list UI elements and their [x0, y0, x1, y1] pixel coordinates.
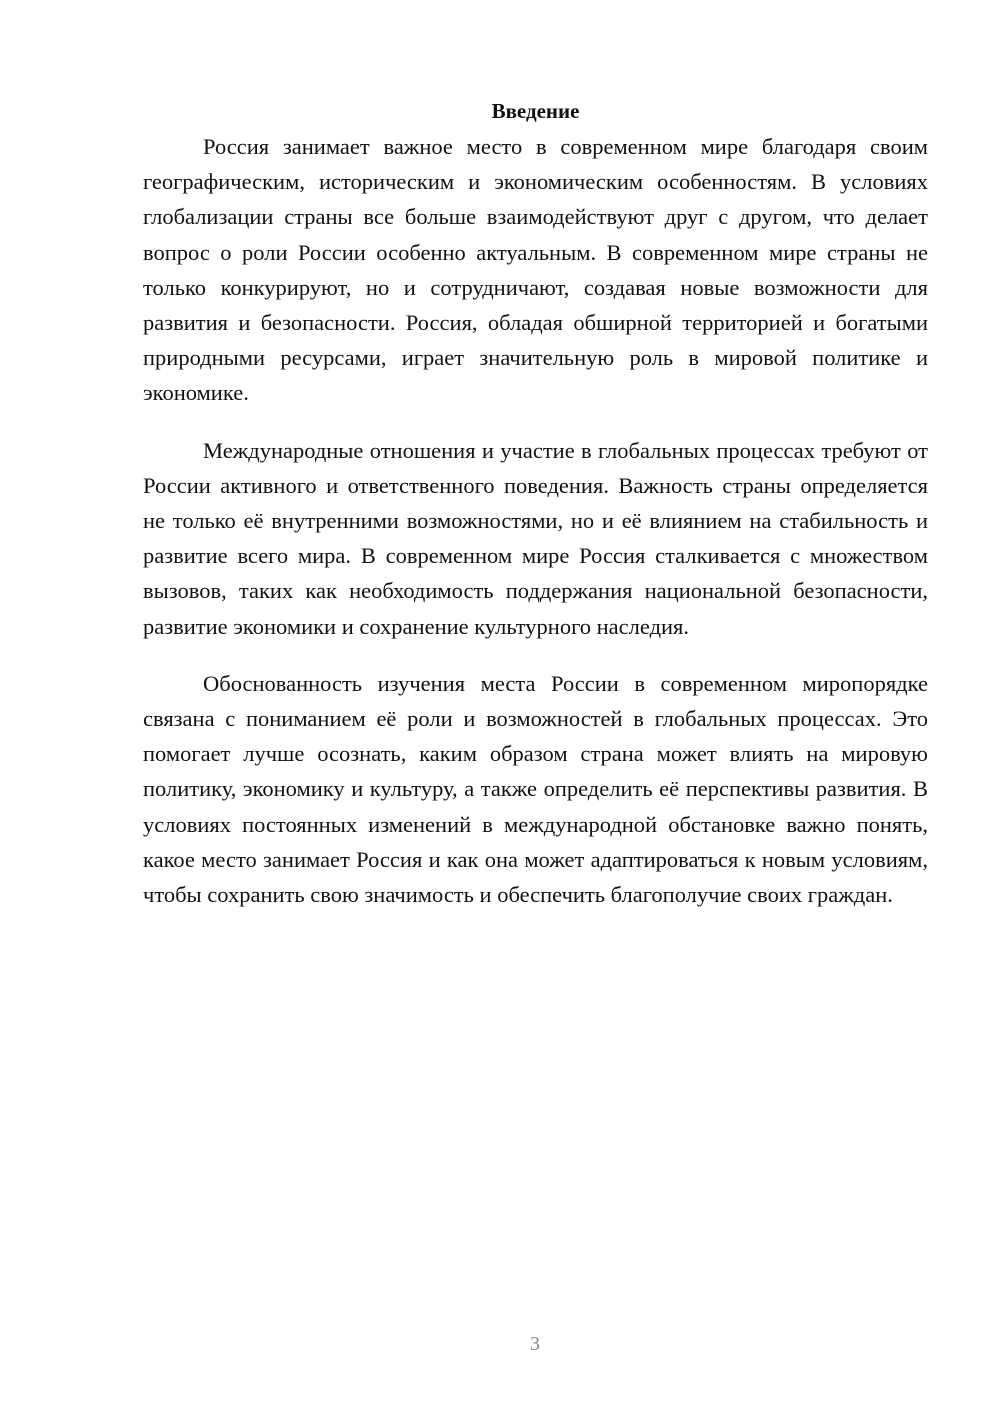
paragraph-1: Россия занимает важное место в современном мире благодаря своим географическим, историческим и экономическим особенностям. В условиях глобализации страны все больше взаимодействуют друг с другом, что делает вопрос о роли России особенно актуальным. В современном мире страны не только конкурируют, но и сотрудничают, создавая новые возможности для развития и безопасности. Россия, обладая обширной территорией и богатыми природными ресурсами, играет значительную роль в мировой политике и экономике. [143, 134, 928, 406]
page-number: 3 [530, 1333, 540, 1355]
page-content [143, 96, 928, 934]
paragraph-2: Международные отношения и участие в глобальных процессах требуют от России активного и ответственного поведения. Важность страны определяется не только её внутренними возможностями, но и её влиянием на стабильность и развитие всего мира. В современном мире Россия сталкивается с множеством вызовов, таких как необходимость поддержания национальной безопасности, развитие экономики и сохранение культурного наследия. [143, 437, 928, 639]
section-title: Введение [491, 99, 580, 123]
paragraph-3: Обоснованность изучения места России в современном миропорядке связана с пониманием её роли и возможностей в глобальных процессах. Это помогает лучше осознать, каким образом страна может влиять на мировую политику, экономику и культуру, а также определить её перспективы развития. В условиях постоянных изменений в международной обстановке важно понять, какое место занимает Россия и как она может адаптироваться к новым условиям, чтобы сохранить свою значимость и обеспечить благополучие своих граждан. [143, 670, 928, 908]
